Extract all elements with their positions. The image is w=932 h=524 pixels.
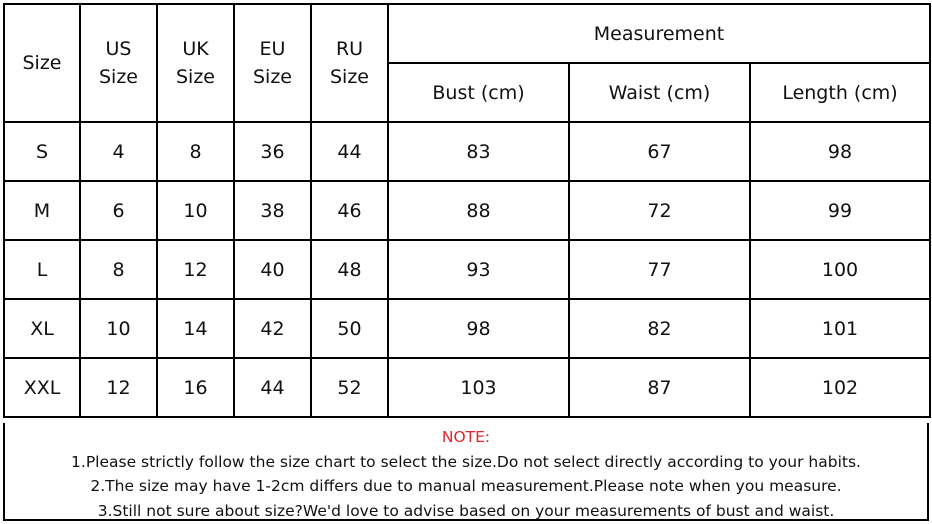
header-eu-size xyxy=(234,4,311,122)
cell-ru: 48 xyxy=(311,240,388,299)
note-line-3: 3.Still not sure about size?We'd love to advise based on your measurements of bust and waist. xyxy=(97,501,835,520)
note-line-2: 2.The size may have 1-2cm differs due to manual measurement.Please note when you measure. xyxy=(90,477,842,495)
header-eu-line2: Size xyxy=(252,66,292,88)
header-length: Length (cm) xyxy=(750,63,930,122)
cell-length: 102 xyxy=(750,358,930,417)
cell-waist: 67 xyxy=(569,122,750,181)
table-row xyxy=(4,299,930,358)
size-table xyxy=(3,3,931,418)
cell-length: 100 xyxy=(750,240,930,299)
cell-eu: 36 xyxy=(234,122,311,181)
cell-length: 101 xyxy=(750,299,930,358)
table-row xyxy=(4,358,930,417)
cell-us: 12 xyxy=(80,358,157,417)
header-uk-line1: UK xyxy=(182,38,209,60)
cell-us: 10 xyxy=(80,299,157,358)
table-row xyxy=(4,181,930,240)
cell-size: S xyxy=(4,122,80,181)
header-row xyxy=(4,4,930,63)
cell-waist: 87 xyxy=(569,358,750,417)
header-uk-line2: Size xyxy=(175,66,215,88)
cell-eu: 38 xyxy=(234,181,311,240)
cell-us: 4 xyxy=(80,122,157,181)
cell-uk: 14 xyxy=(157,299,234,358)
cell-bust: 88 xyxy=(388,181,569,240)
table-row xyxy=(4,122,930,181)
cell-length: 99 xyxy=(750,181,930,240)
cell-eu: 40 xyxy=(234,240,311,299)
cell-bust: 93 xyxy=(388,240,569,299)
cell-uk: 16 xyxy=(157,358,234,417)
header-eu-line1: EU xyxy=(259,38,286,60)
header-ru-line1: RU xyxy=(335,38,364,60)
cell-size: XXL xyxy=(4,358,80,417)
cell-ru: 52 xyxy=(311,358,388,417)
cell-ru: 46 xyxy=(311,181,388,240)
header-bust: Bust (cm) xyxy=(388,63,569,122)
cell-size: L xyxy=(4,240,80,299)
note-box xyxy=(3,423,929,521)
header-us-line1: US xyxy=(105,38,132,60)
cell-uk: 12 xyxy=(157,240,234,299)
cell-us: 8 xyxy=(80,240,157,299)
header-measurement: Measurement xyxy=(388,4,930,63)
header-ru-line2: Size xyxy=(329,66,369,88)
header-uk-size xyxy=(157,4,234,122)
header-waist: Waist (cm) xyxy=(569,63,750,122)
cell-size: M xyxy=(4,181,80,240)
cell-ru: 44 xyxy=(311,122,388,181)
header-size: Size xyxy=(4,4,80,122)
header-us-line2: Size xyxy=(98,66,138,88)
cell-waist: 77 xyxy=(569,240,750,299)
cell-ru: 50 xyxy=(311,299,388,358)
cell-waist: 72 xyxy=(569,181,750,240)
cell-eu: 42 xyxy=(234,299,311,358)
cell-us: 6 xyxy=(80,181,157,240)
cell-uk: 10 xyxy=(157,181,234,240)
cell-waist: 82 xyxy=(569,299,750,358)
cell-bust: 103 xyxy=(388,358,569,417)
header-us-size xyxy=(80,4,157,122)
cell-bust: 98 xyxy=(388,299,569,358)
note-line-1: 1.Please strictly follow the size chart to select the size.Do not select directly according to your habits. xyxy=(71,452,861,471)
cell-size: XL xyxy=(4,299,80,358)
header-ru-size xyxy=(311,4,388,122)
note-title: NOTE: xyxy=(441,428,491,446)
cell-bust: 83 xyxy=(388,122,569,181)
cell-uk: 8 xyxy=(157,122,234,181)
cell-length: 98 xyxy=(750,122,930,181)
cell-eu: 44 xyxy=(234,358,311,417)
table-row xyxy=(4,240,930,299)
